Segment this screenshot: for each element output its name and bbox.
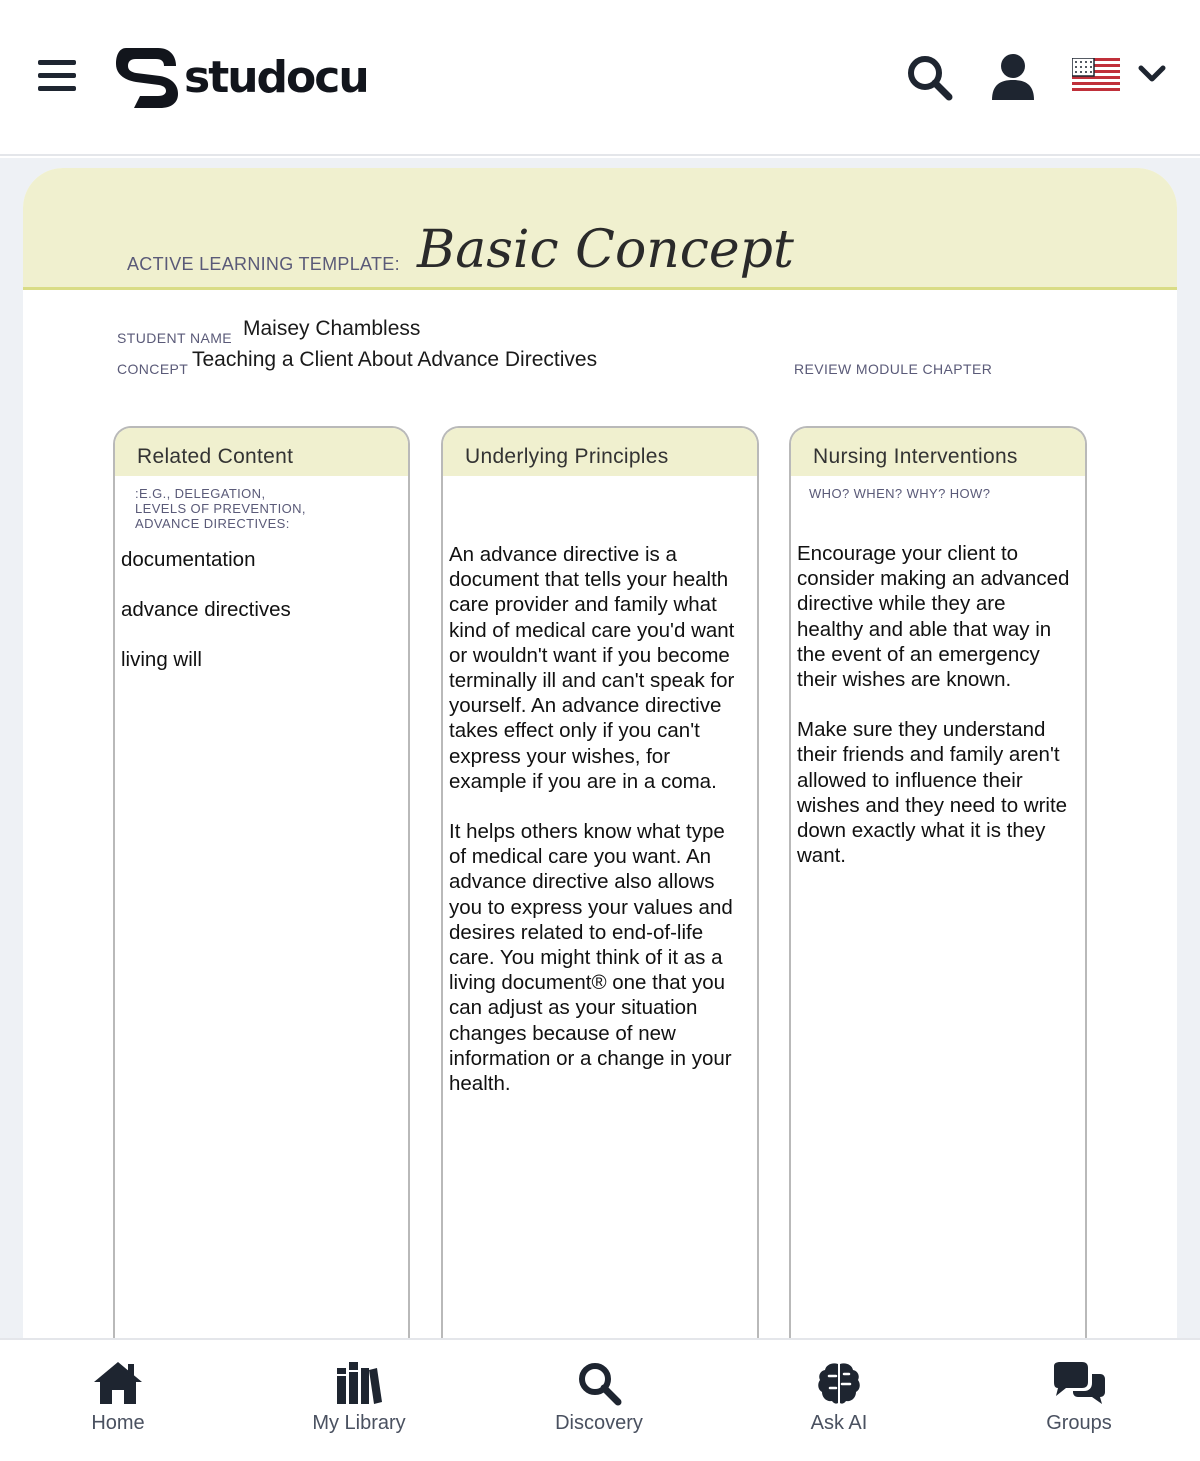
related-hint-line: LEVELS OF PREVENTION, <box>135 501 306 516</box>
related-content-column <box>113 426 410 1368</box>
nav-ask-ai-label: Ask AI <box>810 1412 868 1434</box>
related-hint-line: :E.G., DELEGATION, <box>135 486 266 501</box>
hamburger-menu-icon[interactable] <box>38 60 78 94</box>
brand-name: studocu <box>184 51 368 103</box>
studocu-logo[interactable] <box>114 44 368 110</box>
template-label: ACTIVE LEARNING TEMPLATE: <box>127 254 400 274</box>
user-icon[interactable] <box>990 52 1036 107</box>
top-header <box>0 0 1200 156</box>
related-content-hint <box>115 476 408 531</box>
us-flag-icon[interactable] <box>1072 58 1120 99</box>
studocu-logo-mark <box>114 44 180 110</box>
nursing-interventions-title: Nursing Interventions <box>791 428 1085 476</box>
underlying-principles-text <box>443 476 757 1096</box>
related-item: advance directives <box>121 598 291 621</box>
related-content-title: Related Content <box>115 428 408 476</box>
nursing-interventions-column <box>789 426 1087 1368</box>
nav-my-library-label: My Library <box>312 1412 406 1434</box>
related-item: living will <box>121 648 202 671</box>
nav-discovery[interactable] <box>519 1360 679 1435</box>
template-title: Basic Concept <box>417 220 794 280</box>
nav-groups[interactable] <box>999 1360 1159 1435</box>
student-name-value: Maisey Chambless <box>243 317 421 340</box>
underlying-principles-column <box>441 426 759 1368</box>
related-hint-line: ADVANCE DIRECTIVES: <box>135 516 290 531</box>
chevron-down-icon[interactable] <box>1138 64 1166 89</box>
nav-groups-label: Groups <box>1046 1412 1112 1434</box>
template-header <box>23 168 1177 290</box>
search-icon[interactable] <box>904 52 954 107</box>
underlying-principles-title: Underlying Principles <box>443 428 757 476</box>
chat-bubbles-icon <box>1050 1360 1108 1406</box>
nav-home[interactable] <box>38 1360 198 1435</box>
home-icon <box>92 1360 144 1406</box>
interventions-paragraph: Encourage your client to consider making an advanced directive while they are healthy and able that way in the event of an emergency their wishes are known. <box>797 542 1070 692</box>
nursing-interventions-text <box>791 501 1085 868</box>
bottom-navigation <box>0 1338 1200 1461</box>
student-name-label: STUDENT NAME <box>117 330 232 346</box>
principles-paragraph: It helps others know what type of medical care you want. An advance directive also allows you to express your values and desires related to end-of-life care. You might think of it as a living document® one that you can adjust as your situation changes because of new information or a change in your health. <box>449 820 733 1096</box>
nursing-interventions-hint: WHO? WHEN? WHY? HOW? <box>809 486 991 501</box>
library-icon <box>335 1360 383 1406</box>
related-content-list <box>115 531 408 672</box>
nav-ask-ai[interactable] <box>759 1360 919 1435</box>
concept-value: Teaching a Client About Advance Directives <box>192 348 598 371</box>
brain-icon <box>816 1360 862 1406</box>
nav-discovery-label: Discovery <box>555 1412 643 1434</box>
nav-my-library[interactable] <box>279 1360 439 1435</box>
related-item: documentation <box>121 548 256 571</box>
nav-home-label: Home <box>91 1412 145 1434</box>
document-page <box>23 168 1177 1368</box>
interventions-paragraph: Make sure they understand their friends and family aren't allowed to influence their wishes and they need to write down exactly what it is they want. <box>797 718 1068 868</box>
search-icon <box>576 1360 622 1406</box>
concept-label: CONCEPT <box>117 361 189 377</box>
principles-paragraph: An advance directive is a document that tells your health care provider and family what kind of medical care you'd want or wouldn't want if you become terminally ill and can't speak for yourself. An advance directive takes effect only if you can't express your wishes, for example if you are in a coma. <box>449 543 735 793</box>
review-module-label: REVIEW MODULE CHAPTER <box>794 361 993 377</box>
